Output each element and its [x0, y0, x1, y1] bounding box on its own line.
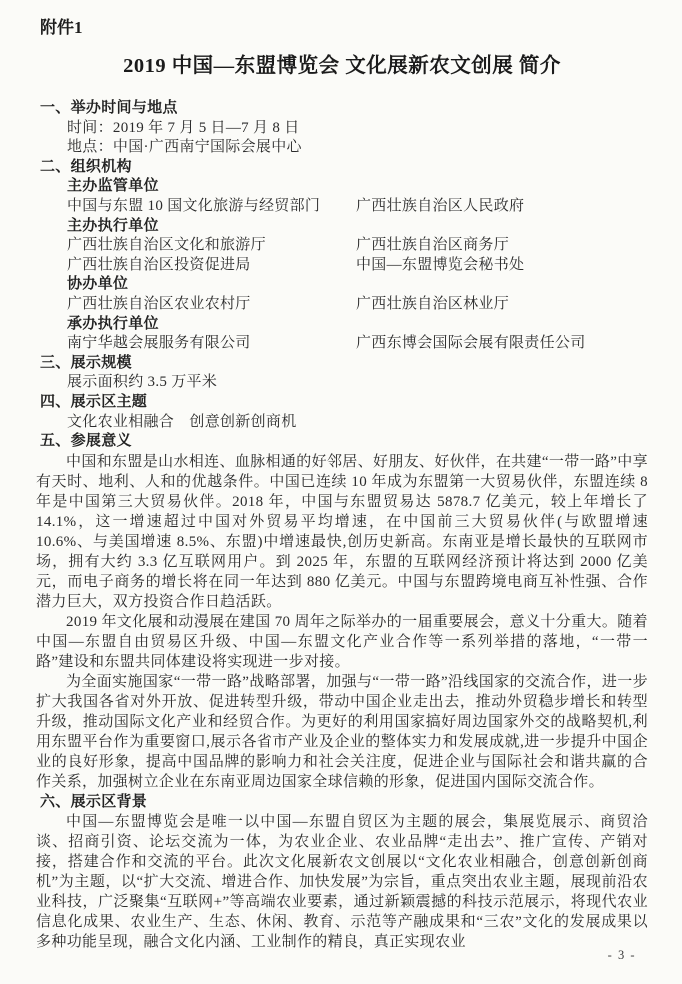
significance-paragraph-3: 为全面实施国家“一带一路”战略部署，加强与“一带一路”沿线国家的交流合作，进一步扩大我国各省对外开放、促进转型升级，带动中国企业走出去，推动外贸稳步增长和转型升级，推动国际文化产业和经贸合作。为更好的利用国家搞好周边国家外交的战略契机,利用东盟平台作为重要窗口,展示各省市产业及企业的整体实力和发展成就,进一步提升中国企业的良好形象，提高中国品牌的影响力和社会关注度，促进企业与国际社会和谐共赢的合作关系，加强树立企业在东南亚周边国家全球信赖的形象，促进国内国际交流合作。 [36, 673, 648, 790]
org-unit-right: 广西壮族自治区人民政府 [356, 197, 525, 214]
section-1-heading: 一、举办时间与地点 [40, 100, 178, 116]
org-unit-right: 广西东博会国际会展有限责任公司 [356, 335, 586, 352]
event-time-line: 时间：2019 年 7 月 5 日—7 月 8 日 [67, 119, 300, 136]
org-unit-left: 南宁华越会展服务有限公司 [67, 335, 251, 352]
org-group-label-undertaker: 承办执行单位 [67, 315, 159, 332]
org-row [67, 334, 648, 354]
org-group-label-executor: 主办执行单位 [67, 217, 159, 234]
org-row [67, 236, 648, 256]
org-row [67, 197, 648, 217]
section-4-heading: 四、展示区主题 [40, 393, 148, 410]
org-unit-left: 中国与东盟 10 国文化旅游与经贸部门 [67, 197, 321, 214]
org-group-label-supervisor: 主办监管单位 [67, 178, 159, 195]
page-number: - 3 - [607, 948, 636, 962]
org-row [67, 295, 648, 315]
exhibition-theme-line: 文化农业相融合 创意创新创商机 [67, 413, 297, 430]
document-title: 2019 中国—东盟博览会 文化展新农文创展 简介 [123, 55, 561, 77]
significance-paragraph-2: 2019 年文化展和动漫展在建国 70 周年之际举办的一届重要展会，意义十分重大。随着中国—东盟自由贸易区升级、中国—东盟文化产业合作等一系列举措的落地，“一带一路”建设和东盟共同体建设将实现进一步对接。 [36, 613, 648, 670]
background-paragraph-1: 中国—东盟博览会是唯一以中国—东盟自贸区为主题的展会，集展览展示、商贸洽谈、招商引资、论坛交流为一体，为农业企业、农业品牌“走出去”、推广宣传、产销对接，搭建合作和交流的平台。此次文化展新农文创展以“文化农业相融合，创意创新创商机”为主题，以“扩大交流、增进合作、加快发展”为宗旨，重点突出农业主题，展现前沿农业科技，广泛聚集“互联网+”等高端农业要素，通过新颖震撼的科技示范展示，将现代农业信息化成果、农业生产、生态、休闲、教育、示范等产融成果和“三农”文化的发展成果以多种功能呈现，融合文化内涵、工业制作的精良，真正实现农业 [36, 813, 648, 950]
org-unit-left: 广西壮族自治区文化和旅游厅 [67, 237, 266, 254]
section-2-heading: 二、组织机构 [40, 158, 132, 175]
section-6-heading: 六、展示区背景 [40, 793, 148, 810]
org-group-label-coorganizer: 协办单位 [67, 276, 129, 293]
org-row [67, 256, 648, 276]
event-venue-line: 地点：中国·广西南宁国际会展中心 [67, 139, 302, 156]
org-unit-right: 中国—东盟博览会秘书处 [356, 256, 525, 273]
document-body-list [36, 99, 648, 452]
org-unit-right: 广西壮族自治区林业厅 [356, 295, 510, 312]
org-unit-left: 广西壮族自治区投资促进局 [67, 256, 251, 273]
section-5-heading: 五、参展意义 [40, 433, 132, 450]
significance-paragraph-1: 中国和东盟是山水相连、血脉相通的好邻居、好朋友、好伙伴，在共建“一带一路”中享有天时、地利、人和的优越条件。中国已连续 10 年成为东盟第一大贸易伙伴，东盟连续 8 年是中国第三大贸易伙伴。2018 年，中国与东盟贸易达 5878.7 亿美元，较上年增长了 14.1%，这一增速超过中国对外贸易平均增速，在中国前三大贸易伙伴(与欧盟增速 10.6%、与美国增速 8.5%、东盟)中增速最快,创历史新高。东南亚是增长最快的互联网市场，拥有大约 3.3 亿互联网用户。到 2025 年，东盟的互联网经济预计将达到 2000 亿美元，而电子商务的增长将在同一年达到 880 亿美元。中国与东盟跨境电商互补性强、合作潜力巨大，双方投资合作日趋活跃。 [36, 453, 648, 610]
org-unit-right: 广西壮族自治区商务厅 [356, 237, 510, 254]
section-3-heading: 三、展示规模 [40, 354, 132, 371]
attachment-label: 附件1 [40, 18, 83, 37]
exhibition-scale-line: 展示面积约 3.5 万平米 [67, 374, 218, 391]
org-unit-left: 广西壮族自治区农业农村厅 [67, 295, 251, 312]
